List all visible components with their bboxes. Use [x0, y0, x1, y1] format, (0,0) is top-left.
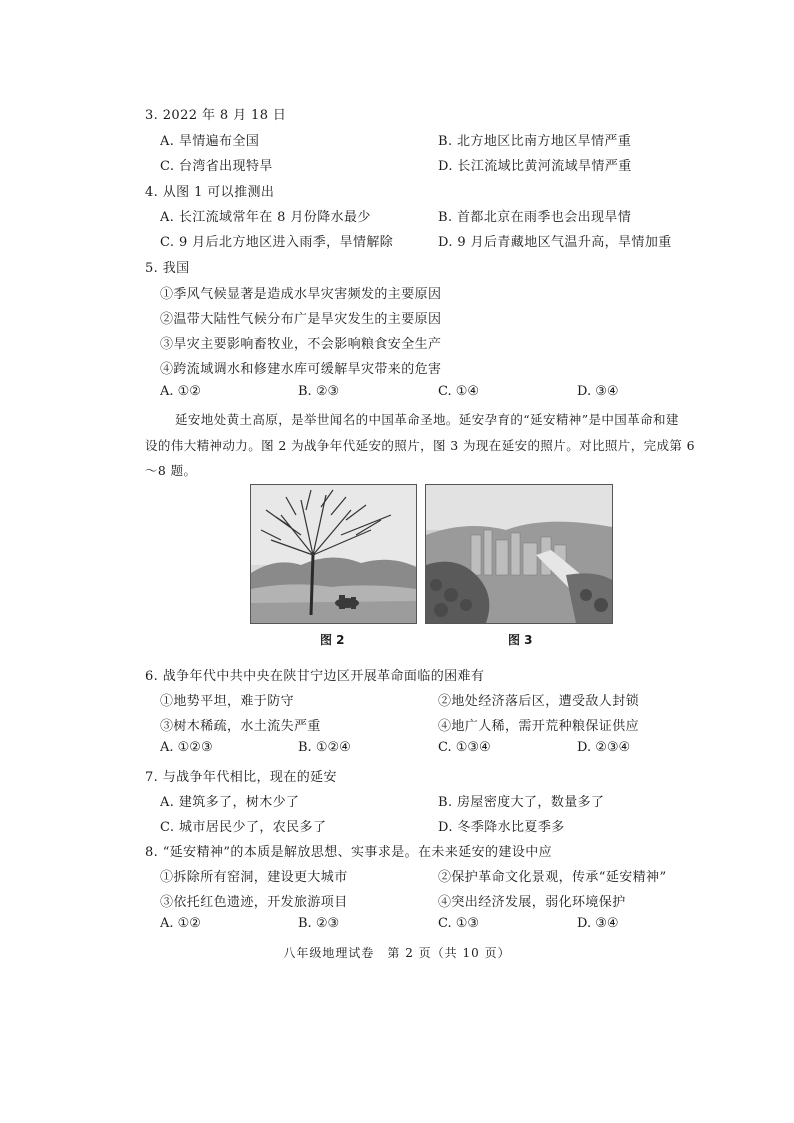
q3-option-c: C. 台湾省出现特旱	[160, 159, 273, 174]
q7-option-a: A. 建筑多了，树木少了	[160, 795, 300, 810]
q8-statement-1: ①拆除所有窑洞，建设更大城市	[160, 870, 348, 885]
q6-statement-1: ①地势平坦，难于防守	[160, 694, 295, 709]
q6-option-d: D. ②③④	[577, 740, 631, 755]
q8-option-a: A. ①②	[160, 916, 201, 931]
q3-stem: 3. 2022 年 8 月 18 日	[145, 108, 287, 123]
q7-stem: 7. 与战争年代相比，现在的延安	[145, 770, 337, 785]
q8-stem: 8. “延安精神”的本质是解放思想、实事求是。在未来延安的建设中应	[145, 845, 553, 860]
q5-statement-2: ②温带大陆性气候分布广是旱灾发生的主要原因	[160, 312, 442, 327]
q5-stem: 5. 我国	[145, 261, 190, 276]
q6-stem: 6. 战争年代中共中央在陕甘宁边区开展革命面临的困难有	[145, 669, 485, 684]
intro-line-2: 设的伟大精神动力。图 2 为战争年代延安的照片，图 3 为现在延安的照片。对比照片，完成第 6	[145, 438, 696, 453]
figure-2-caption: 图 2	[320, 633, 345, 647]
q5-option-a: A. ①②	[160, 384, 201, 399]
q8-option-d: D. ③④	[577, 916, 619, 931]
figure-3-caption: 图 3	[508, 633, 533, 647]
q3-option-d: D. 长江流域比黄河流域旱情严重	[438, 159, 632, 174]
q6-option-a: A. ①②③	[160, 740, 213, 755]
q8-statement-4: ④突出经济发展，弱化环境保护	[438, 895, 626, 910]
q3-option-b: B. 北方地区比南方地区旱情严重	[438, 134, 632, 149]
q8-statement-2: ②保护革命文化景观，传承“延安精神”	[438, 870, 667, 885]
q7-option-c: C. 城市居民少了，农民多了	[160, 820, 327, 835]
figure-2-photo	[250, 484, 417, 624]
intro-line-3: ～8 题。	[145, 463, 197, 478]
q7-option-b: B. 房屋密度大了，数量多了	[438, 795, 605, 810]
q6-statement-4: ④地广人稀，需开荒种粮保证供应	[438, 719, 640, 734]
q5-statement-4: ④跨流域调水和修建水库可缓解旱灾带来的危害	[160, 362, 442, 377]
q8-option-b: B. ②③	[298, 916, 340, 931]
q5-statement-1: ①季风气候显著是造成水旱灾害频发的主要原因	[160, 287, 442, 302]
q8-option-c: C. ①③	[438, 916, 480, 931]
q5-option-d: D. ③④	[577, 384, 619, 399]
q8-statement-3: ③依托红色遗迹，开发旅游项目	[160, 895, 348, 910]
q3-option-a: A. 旱情遍布全国	[160, 134, 260, 149]
q4-option-b: B. 首都北京在雨季也会出现旱情	[438, 210, 632, 225]
q6-option-c: C. ①③④	[438, 740, 491, 755]
intro-line-1: 延安地处黄土高原，是举世闻名的中国革命圣地。延安孕育的“延安精神”是中国革命和建	[175, 412, 679, 427]
page-footer: 八年级地理试卷 第 2 页（共 10 页）	[283, 946, 511, 960]
q4-stem: 4. 从图 1 可以推测出	[145, 185, 275, 200]
q4-option-d: D. 9 月后青藏地区气温升高，旱情加重	[438, 235, 672, 250]
q5-statement-3: ③旱灾主要影响畜牧业，不会影响粮食安全生产	[160, 337, 442, 352]
q7-option-d: D. 冬季降水比夏季多	[438, 820, 565, 835]
q4-option-a: A. 长江流域常年在 8 月份降水最少	[160, 210, 371, 225]
q4-option-c: C. 9 月后北方地区进入雨季，旱情解除	[160, 235, 394, 250]
q5-option-b: B. ②③	[298, 384, 340, 399]
q6-option-b: B. ①②④	[298, 740, 351, 755]
figure-3-photo	[425, 484, 613, 624]
q6-statement-2: ②地处经济落后区，遭受敌人封锁	[438, 694, 640, 709]
q6-statement-3: ③树木稀疏，水土流失严重	[160, 719, 321, 734]
q5-option-c: C. ①④	[438, 384, 480, 399]
